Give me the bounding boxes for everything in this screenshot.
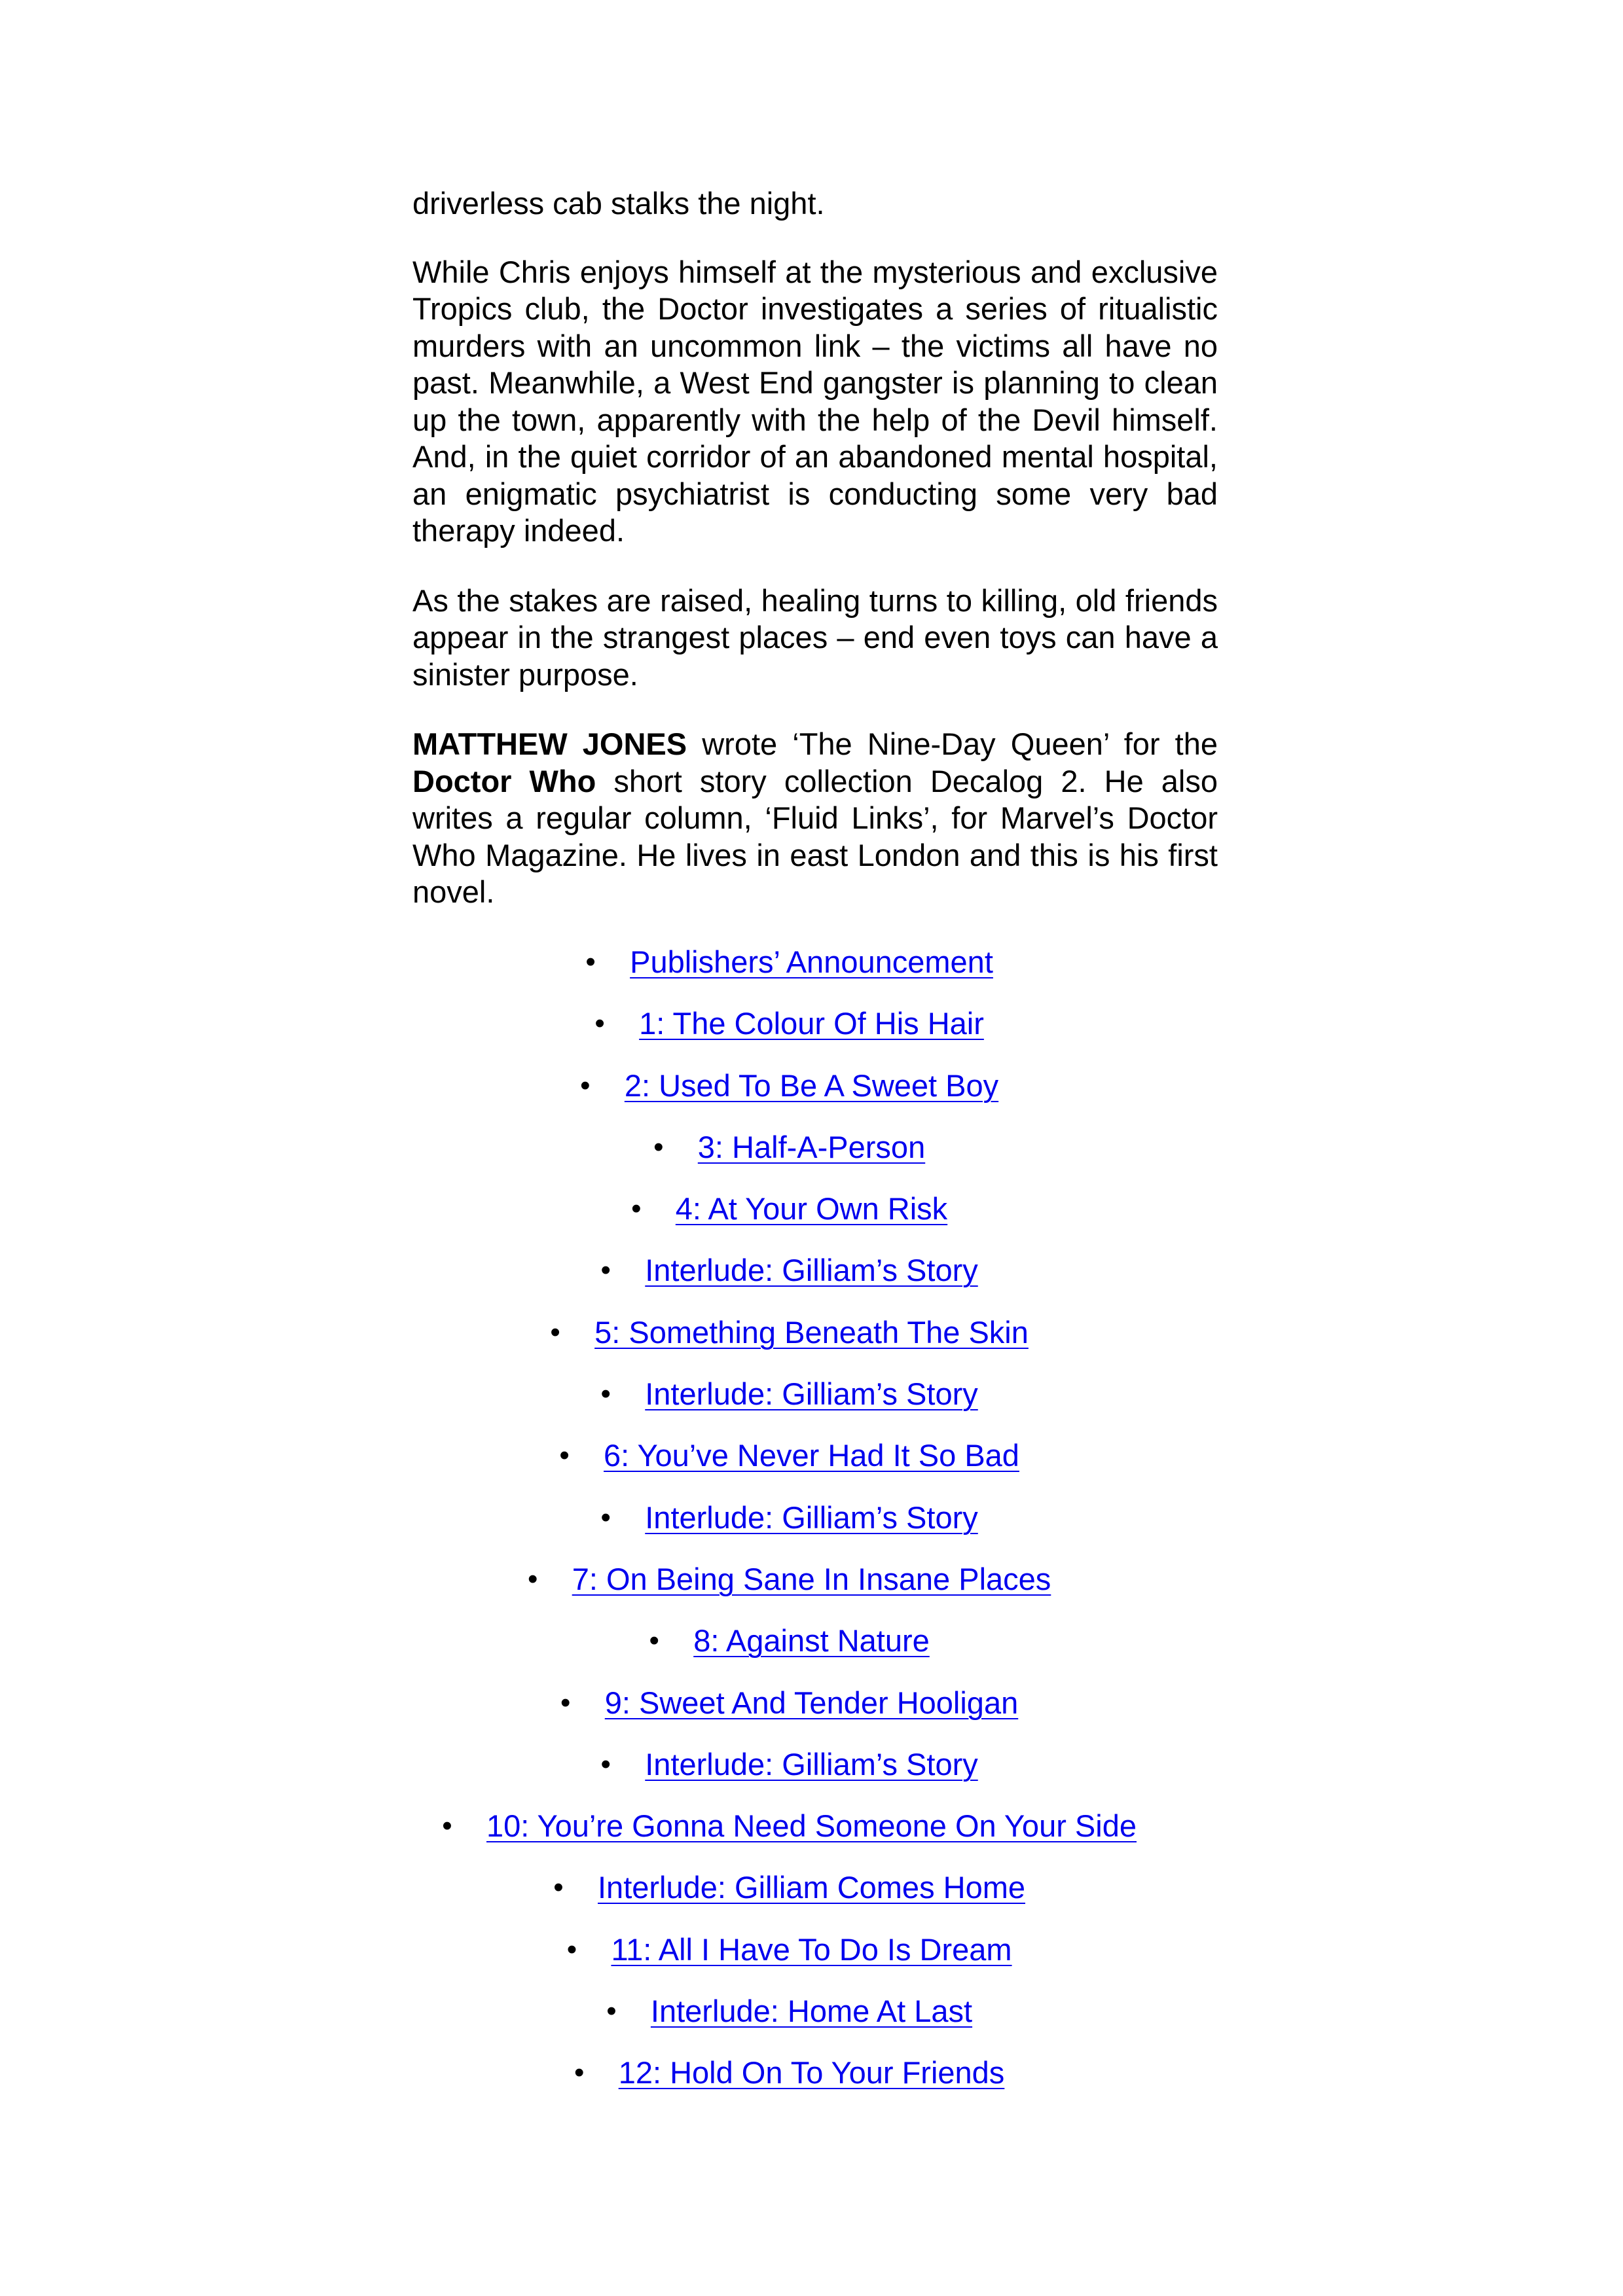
bullet-icon: • <box>527 1562 538 1595</box>
toc-list-item <box>0 1795 1623 1857</box>
bullet-icon: • <box>550 1316 560 1348</box>
toc-entry <box>585 931 993 993</box>
blurb-column <box>412 185 1218 944</box>
bullet-icon: • <box>600 1748 611 1780</box>
author-bio-paragraph <box>412 726 1218 911</box>
toc-chapter-link[interactable]: 10: You’re Gonna Need Someone On Your Side <box>486 1808 1137 1844</box>
toc-chapter-link[interactable]: Interlude: Gilliam’s Story <box>645 1746 978 1782</box>
bullet-icon: • <box>580 1069 591 1102</box>
toc-entry <box>600 1734 978 1795</box>
toc-list-item <box>0 1425 1623 1486</box>
bullet-icon: • <box>574 2056 585 2089</box>
toc-chapter-link[interactable]: 9: Sweet And Tender Hooligan <box>604 1685 1019 1720</box>
toc-chapter-link[interactable]: Interlude: Gilliam’s Story <box>645 1499 978 1535</box>
toc-entry <box>574 2042 1005 2104</box>
toc-entry <box>649 1610 930 1672</box>
toc-list-item <box>0 931 1623 993</box>
toc-entry <box>600 1240 978 1301</box>
toc-chapter-link[interactable]: 2: Used To Be A Sweet Boy <box>624 1067 999 1103</box>
bullet-icon: • <box>559 1439 570 1472</box>
bullet-icon: • <box>566 1933 577 1965</box>
bullet-icon: • <box>553 1871 564 1904</box>
blurb-paragraph-2: While Chris enjoys himself at the mysterious and exclusive Tropics club, the Doctor investigates a series of ritualistic murders with an uncommon link – the victims all have no past. Meanwhile, a West End gangster is planning to clean up the town, apparently with the help of the Devil himself. And, in the quiet corridor of an abandoned mental hospital, an enigmatic psychiatrist is conducting some very bad therapy indeed. <box>412 254 1218 548</box>
toc-list-item <box>0 1363 1623 1425</box>
toc-list-item <box>0 1178 1623 1240</box>
toc-list-item <box>0 1672 1623 1734</box>
toc-list-item <box>0 1734 1623 1795</box>
author-bio-text-1: wrote ‘The Nine-Day Queen’ for the <box>687 726 1218 761</box>
bullet-icon: • <box>606 1995 617 2028</box>
toc-entry <box>594 993 984 1054</box>
toc-list-item <box>0 993 1623 1054</box>
bullet-icon: • <box>585 946 596 978</box>
toc-entry <box>580 1055 999 1117</box>
bullet-icon: • <box>600 1501 611 1534</box>
blurb-paragraph-1: driverless cab stalks the night. <box>412 186 825 221</box>
table-of-contents <box>0 931 1623 2104</box>
toc-entry <box>560 1672 1019 1734</box>
blurb-paragraph-3: As the stakes are raised, healing turns to killing, old friends appear in the strangest places – end even toys can have a sinister purpose. <box>412 583 1218 692</box>
toc-chapter-link[interactable]: Interlude: Gilliam Comes Home <box>598 1870 1025 1905</box>
toc-chapter-link[interactable]: 6: You’ve Never Had It So Bad <box>604 1438 1019 1473</box>
toc-chapter-link[interactable]: Interlude: Home At Last <box>650 1994 973 2029</box>
toc-entry <box>442 1795 1137 1857</box>
toc-chapter-link[interactable]: 3: Half-A-Person <box>697 1129 926 1164</box>
toc-chapter-link[interactable]: 4: At Your Own Risk <box>675 1191 948 1227</box>
series-name: Doctor Who <box>412 763 596 798</box>
bullet-icon: • <box>649 1624 659 1657</box>
toc-entry <box>553 1857 1025 1918</box>
bullet-icon: • <box>560 1686 571 1719</box>
toc-list-item <box>0 1981 1623 2042</box>
toc-entry <box>631 1178 948 1240</box>
toc-entry <box>600 1487 978 1549</box>
toc-entry <box>559 1425 1019 1486</box>
toc-chapter-link[interactable]: 7: On Being Sane In Insane Places <box>572 1561 1051 1596</box>
toc-entry <box>653 1117 926 1178</box>
bullet-icon: • <box>442 1810 452 1842</box>
toc-list-item <box>0 1055 1623 1117</box>
toc-entry <box>606 1981 973 2042</box>
bullet-icon: • <box>631 1193 642 1225</box>
toc-chapter-link[interactable]: 8: Against Nature <box>693 1623 930 1659</box>
toc-list-item <box>0 2042 1623 2104</box>
toc-entry <box>527 1549 1051 1610</box>
bullet-icon: • <box>653 1130 664 1163</box>
toc-chapter-link[interactable]: 1: The Colour Of His Hair <box>639 1006 984 1041</box>
author-bio-text-2: short story collection Decalog 2. He also writes a regular column, ‘Fluid Links’, for Marvel’s Doctor Who Magazine. He lives in east London and this is his first novel. <box>412 763 1218 909</box>
toc-chapter-link[interactable]: 5: Something Beneath The Skin <box>594 1314 1029 1350</box>
toc-chapter-link[interactable]: 11: All I Have To Do Is Dream <box>611 1931 1012 1967</box>
toc-list-item <box>0 1610 1623 1672</box>
toc-entry <box>550 1302 1029 1363</box>
toc-chapter-link[interactable]: Interlude: Gilliam’s Story <box>645 1376 978 1412</box>
toc-chapter-link[interactable]: 12: Hold On To Your Friends <box>618 2055 1005 2090</box>
toc-list-item <box>0 1117 1623 1178</box>
bullet-icon: • <box>600 1378 611 1410</box>
toc-list-item <box>0 1240 1623 1301</box>
bullet-icon: • <box>594 1007 605 1040</box>
bullet-icon: • <box>600 1254 611 1287</box>
toc-list-item <box>0 1857 1623 1918</box>
toc-entry <box>566 1919 1012 1981</box>
toc-list-item <box>0 1549 1623 1610</box>
toc-chapter-link[interactable]: Interlude: Gilliam’s Story <box>645 1253 978 1288</box>
toc-list-item <box>0 1919 1623 1981</box>
toc-chapter-link[interactable]: Publishers’ Announcement <box>630 944 993 979</box>
toc-list-item <box>0 1302 1623 1363</box>
toc-list-item <box>0 1487 1623 1549</box>
toc-entry <box>600 1363 978 1425</box>
author-name: MATTHEW JONES <box>412 726 687 761</box>
